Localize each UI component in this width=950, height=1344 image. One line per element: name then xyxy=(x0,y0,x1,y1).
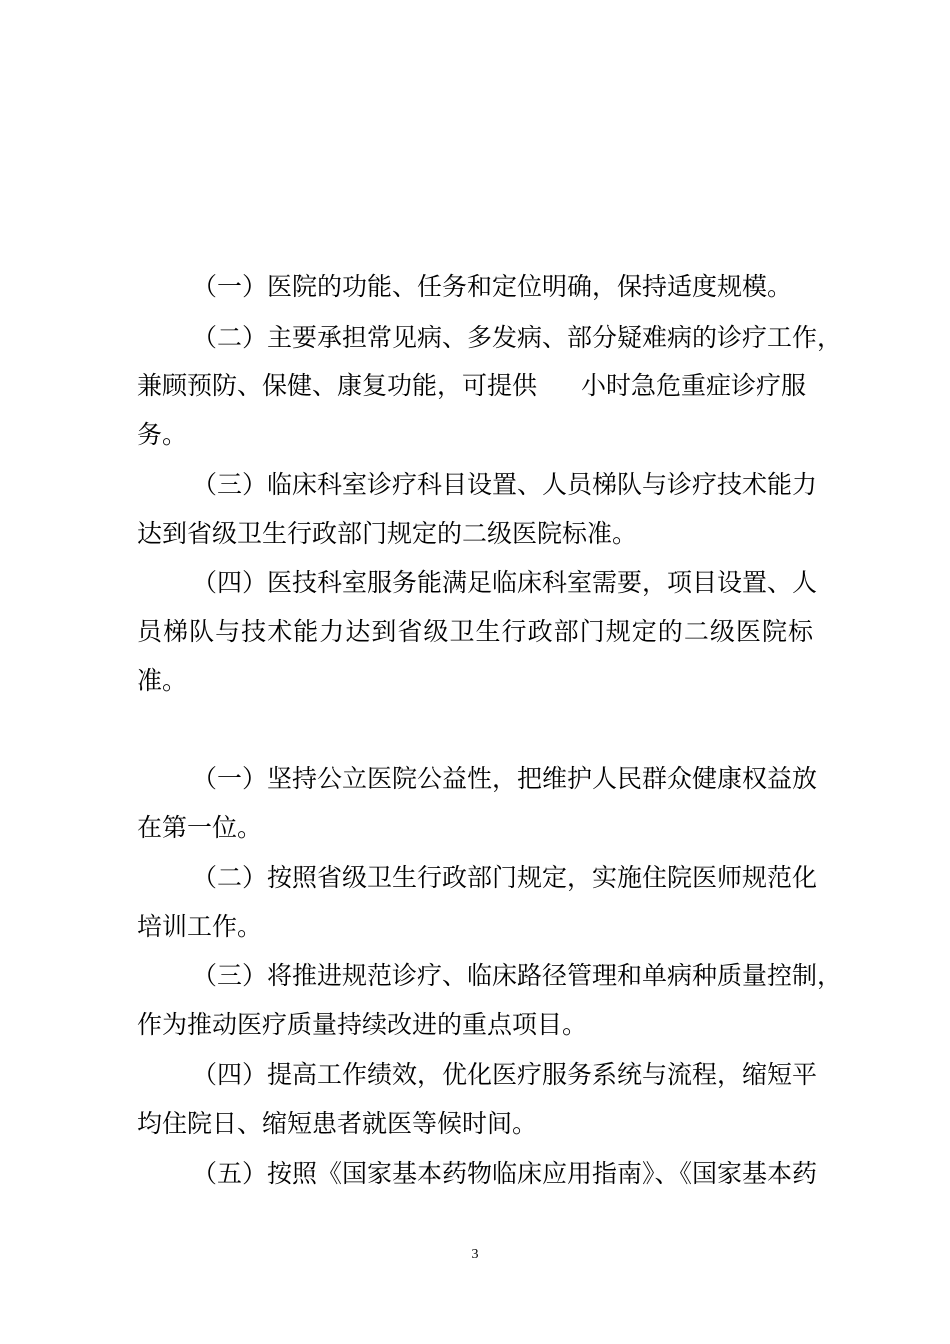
paragraph-2-line-3: 务。 xyxy=(137,420,188,449)
paragraph-7-line-1: （三）将推进规范诊疗、临床路径管理和单病种质量控制， xyxy=(192,961,843,990)
paragraph-3-line-1: （三）临床科室诊疗科目设置、人员梯队与诊疗技术能力 xyxy=(192,470,818,499)
paragraph-9-line-1: （五）按照《国家基本药物临床应用指南》、《国家基本药 xyxy=(192,1159,818,1188)
paragraph-5-line-1: （一）坚持公立医院公益性，把维护人民群众健康权益放 xyxy=(192,764,818,793)
paragraph-2-line-2 xyxy=(137,371,806,401)
page-number: 3 xyxy=(471,1247,479,1262)
paragraph-7-line-2: 作为推动医疗质量持续改进的重点项目。 xyxy=(137,1010,588,1039)
paragraph-8-line-2: 均住院日、缩短患者就医等候时间。 xyxy=(137,1109,538,1138)
paragraph-4-line-1: （四）医技科室服务能满足临床科室需要，项目设置、人 xyxy=(192,568,818,597)
paragraph-3-line-2: 达到省级卫生行政部门规定的二级医院标准。 xyxy=(137,519,638,548)
paragraph-2-line-2-a: 兼顾预防、保健、康复功能，可提供 xyxy=(137,371,538,400)
paragraph-1: （一）医院的功能、任务和定位明确，保持适度规模。 xyxy=(192,272,793,301)
paragraph-4-line-2: 员梯队与技术能力达到省级卫生行政部门规定的二级医院标 xyxy=(137,617,813,646)
section-heading xyxy=(192,176,254,206)
paragraph-6-line-1: （二）按照省级卫生行政部门规定，实施住院医师规范化 xyxy=(192,863,818,892)
paragraph-6-line-2: 培训工作。 xyxy=(137,912,263,941)
paragraph-2-line-2-b: 小时急危重症诊疗服 xyxy=(581,371,807,400)
chapter-title xyxy=(347,125,399,155)
paragraph-5-line-2: 在第一位。 xyxy=(137,813,263,842)
paragraph-4-line-3: 准。 xyxy=(137,666,188,695)
paragraph-8-line-1: （四）提高工作绩效，优化医疗服务系统与流程，缩短平 xyxy=(192,1060,818,1089)
paragraph-2-line-1: （二）主要承担常见病、多发病、部分疑难病的诊疗工作， xyxy=(192,323,843,352)
